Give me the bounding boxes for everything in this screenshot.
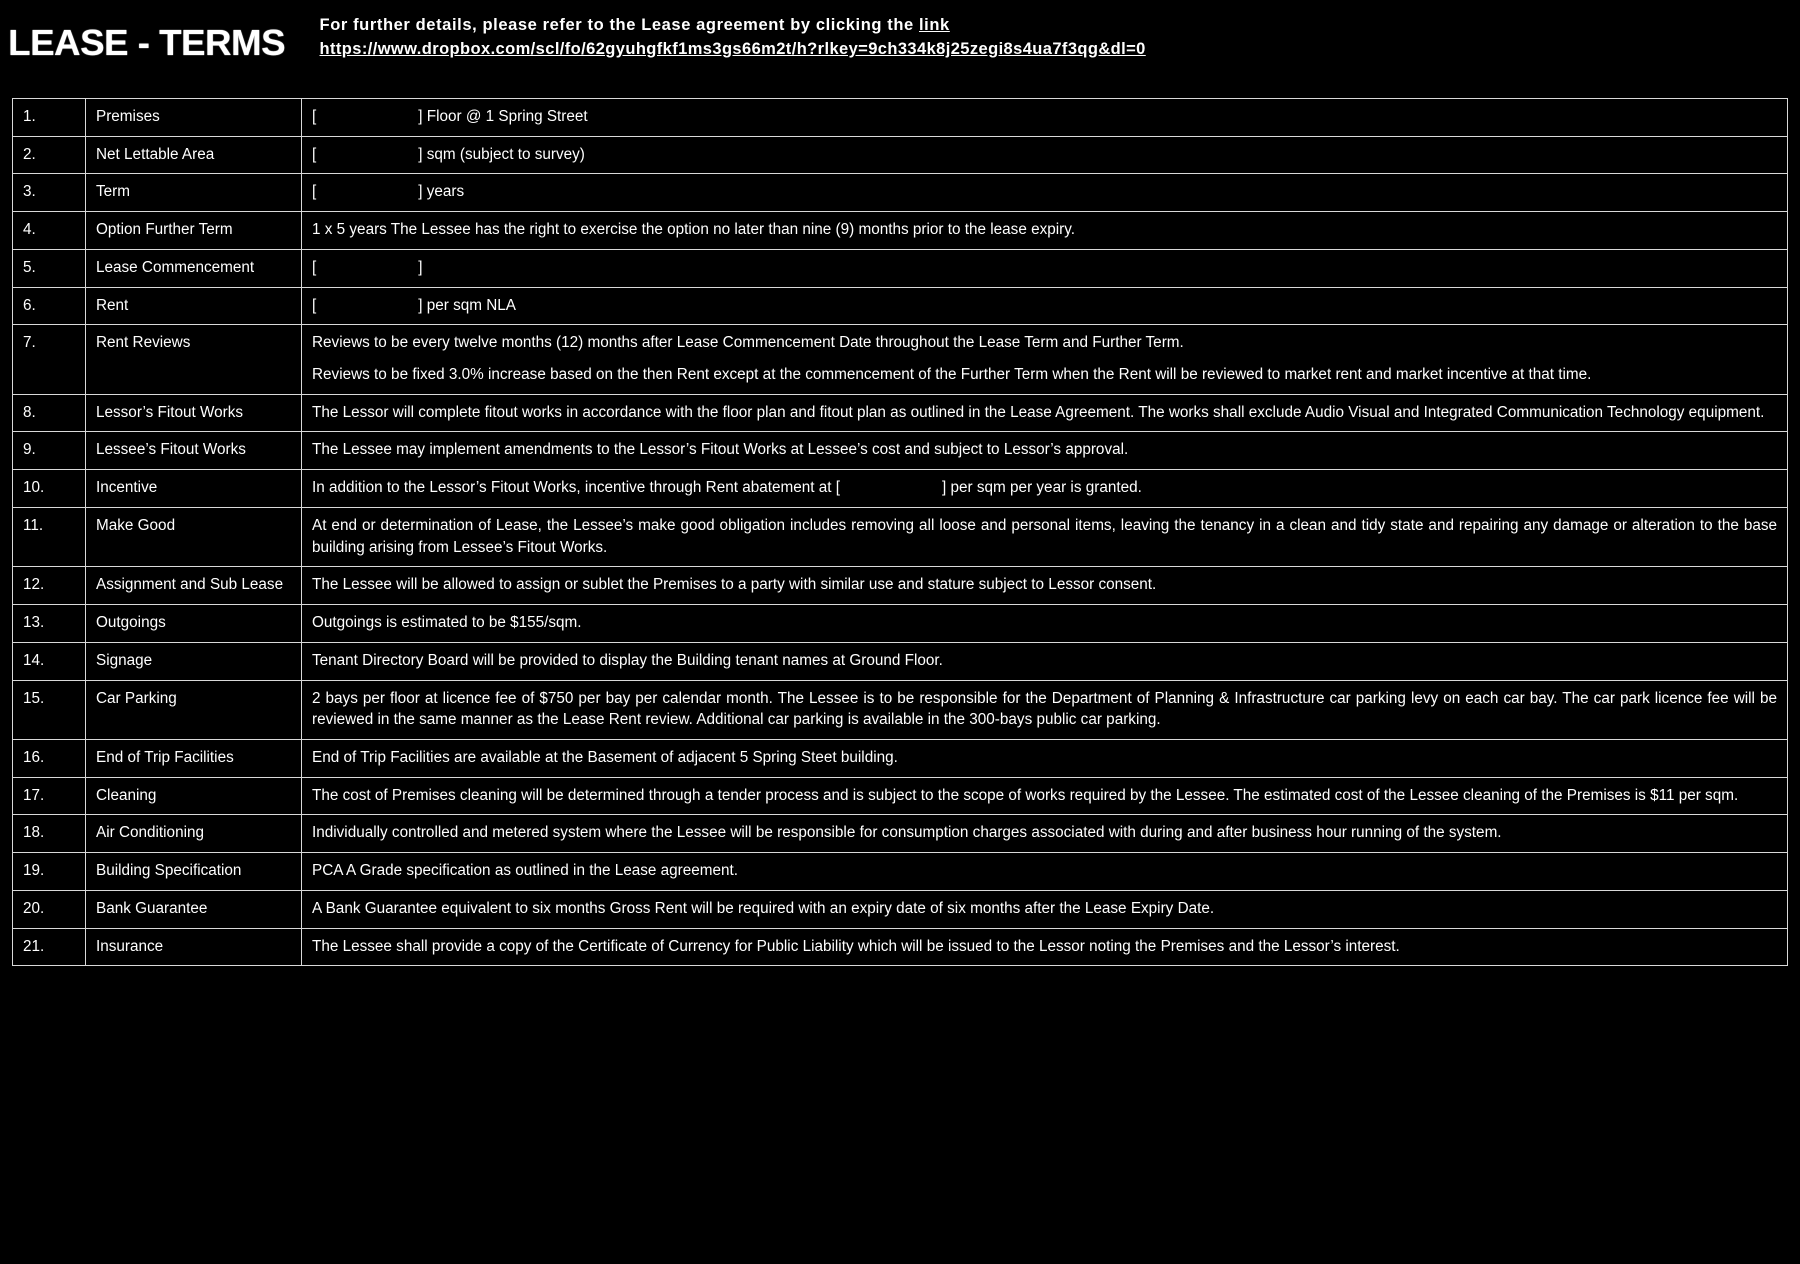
row-value bbox=[302, 777, 1788, 815]
row-value-prefix: In addition to the Lessor’s Fitout Works, incentive through Rent abatement at [ bbox=[312, 479, 841, 497]
row-value-paragraph: A Bank Guarantee equivalent to six months Gross Rent will be required with an expiry date of six months after the Lease Expiry Date. bbox=[312, 899, 1215, 917]
row-label: Car Parking bbox=[86, 680, 302, 739]
table-row bbox=[13, 928, 1788, 966]
row-label: Option Further Term bbox=[86, 212, 302, 250]
row-value bbox=[302, 815, 1788, 853]
row-value-paragraph: PCA A Grade specification as outlined in the Lease agreement. bbox=[312, 862, 739, 880]
row-label: Lessee’s Fitout Works bbox=[86, 432, 302, 470]
row-number: 14. bbox=[13, 642, 86, 680]
row-label: Signage bbox=[86, 642, 302, 680]
row-value bbox=[302, 325, 1788, 394]
row-number: 10. bbox=[13, 470, 86, 508]
row-label: Bank Guarantee bbox=[86, 890, 302, 928]
row-value bbox=[302, 680, 1788, 739]
table-row bbox=[13, 642, 1788, 680]
row-label: Cleaning bbox=[86, 777, 302, 815]
row-value-paragraph: Outgoings is estimated to be $155/sqm. bbox=[312, 614, 582, 632]
row-value-prefix: [ bbox=[312, 183, 317, 201]
row-value bbox=[302, 99, 1788, 137]
row-label: Term bbox=[86, 174, 302, 212]
row-number: 17. bbox=[13, 777, 86, 815]
table-row bbox=[13, 394, 1788, 432]
row-value bbox=[302, 507, 1788, 566]
row-number: 21. bbox=[13, 928, 86, 966]
table-row bbox=[13, 890, 1788, 928]
row-label: Incentive bbox=[86, 470, 302, 508]
row-value-paragraph: The Lessor will complete fitout works in accordance with the floor plan and fitout plan as outlined in the Lease Agreement. The works shall exclude Audio Visual and Integrated Communication Technology equipment. bbox=[312, 403, 1765, 421]
table-row bbox=[13, 212, 1788, 250]
row-value-suffix: ] years bbox=[418, 183, 465, 201]
row-number: 2. bbox=[13, 136, 86, 174]
table-row bbox=[13, 739, 1788, 777]
row-number: 1. bbox=[13, 99, 86, 137]
row-value bbox=[302, 249, 1788, 287]
row-value bbox=[302, 853, 1788, 891]
table-row bbox=[13, 567, 1788, 605]
row-label: Insurance bbox=[86, 928, 302, 966]
row-number: 4. bbox=[13, 212, 86, 250]
table-row bbox=[13, 249, 1788, 287]
row-label: Air Conditioning bbox=[86, 815, 302, 853]
header-note-text: For further details, please refer to the Lease agreement by clicking the bbox=[319, 16, 919, 34]
row-number: 19. bbox=[13, 853, 86, 891]
row-value-prefix: [ bbox=[312, 296, 317, 314]
table-row bbox=[13, 853, 1788, 891]
table-row bbox=[13, 99, 1788, 137]
table-row bbox=[13, 777, 1788, 815]
row-label: Lessor’s Fitout Works bbox=[86, 394, 302, 432]
row-value-paragraph: The Lessee shall provide a copy of the Certificate of Currency for Public Liability which will be issued to the Lessor noting the Premises and the Lessor’s interest. bbox=[312, 937, 1400, 955]
lease-terms-table-wrapper bbox=[12, 98, 1788, 966]
table-row bbox=[13, 470, 1788, 508]
row-value bbox=[302, 174, 1788, 212]
table-row bbox=[13, 680, 1788, 739]
row-number: 6. bbox=[13, 287, 86, 325]
row-value-suffix: ] per sqm per year is granted. bbox=[942, 479, 1142, 497]
row-value bbox=[302, 739, 1788, 777]
row-label: Make Good bbox=[86, 507, 302, 566]
row-value-paragraph: The Lessee may implement amendments to the Lessor’s Fitout Works at Lessee’s cost and subject to Lessor’s approval. bbox=[312, 441, 1129, 459]
page-title: LEASE - TERMS bbox=[8, 22, 286, 63]
row-label: Rent bbox=[86, 287, 302, 325]
row-number: 16. bbox=[13, 739, 86, 777]
row-value bbox=[302, 605, 1788, 643]
row-value-suffix: ] sqm (subject to survey) bbox=[418, 145, 585, 163]
row-value-paragraph: 2 bays per floor at licence fee of $750 per bay per calendar month. The Lessee is to be responsible for the Department of Planning & Infrastructure car parking levy on each car bay. The car park licence fee will be reviewed in the same manner as the Lease Rent review. Additional car parking is available in the 300-bays public car parking. bbox=[312, 689, 1777, 729]
table-row bbox=[13, 815, 1788, 853]
row-value-paragraph: The Lessee will be allowed to assign or sublet the Premises to a party with similar use and stature subject to Lessor consent. bbox=[312, 576, 1157, 594]
row-number: 20. bbox=[13, 890, 86, 928]
row-label: Outgoings bbox=[86, 605, 302, 643]
row-value bbox=[302, 567, 1788, 605]
row-value bbox=[302, 470, 1788, 508]
row-label: Rent Reviews bbox=[86, 325, 302, 394]
dropbox-url-link[interactable]: https://www.dropbox.com/scl/fo/62gyuhgfkf1ms3gs66m2t/h?rlkey=9ch334k8j25zegi8s4ua7f3qg&dl=0 bbox=[319, 39, 1146, 58]
row-label: Assignment and Sub Lease bbox=[86, 567, 302, 605]
table-row bbox=[13, 174, 1788, 212]
row-number: 8. bbox=[13, 394, 86, 432]
row-value bbox=[302, 928, 1788, 966]
row-value-paragraph: End of Trip Facilities are available at the Basement of adjacent 5 Spring Steet building. bbox=[312, 748, 898, 766]
row-value-paragraph: Tenant Directory Board will be provided to display the Building tenant names at Ground Floor. bbox=[312, 651, 943, 669]
page-header bbox=[0, 0, 1800, 88]
row-value bbox=[302, 642, 1788, 680]
row-value bbox=[302, 287, 1788, 325]
row-value-suffix: ] per sqm NLA bbox=[418, 296, 517, 314]
row-number: 15. bbox=[13, 680, 86, 739]
row-number: 18. bbox=[13, 815, 86, 853]
row-number: 9. bbox=[13, 432, 86, 470]
row-value-paragraph: The cost of Premises cleaning will be determined through a tender process and is subject to the scope of works required by the Lessee. The estimated cost of the Lessee cleaning of the Premises is $11 per sqm. bbox=[312, 786, 1739, 804]
row-value-prefix: [ bbox=[312, 258, 317, 276]
table-row bbox=[13, 605, 1788, 643]
row-label: Lease Commencement bbox=[86, 249, 302, 287]
table-row bbox=[13, 432, 1788, 470]
row-number: 12. bbox=[13, 567, 86, 605]
table-row bbox=[13, 136, 1788, 174]
row-number: 11. bbox=[13, 507, 86, 566]
row-value-paragraph: Reviews to be every twelve months (12) months after Lease Commencement Date throughout the Lease Term and Further Term. bbox=[312, 334, 1184, 352]
table-row bbox=[13, 507, 1788, 566]
row-value-prefix: [ bbox=[312, 108, 317, 125]
header-note bbox=[280, 8, 1146, 62]
row-label: Building Specification bbox=[86, 853, 302, 891]
lease-agreement-link[interactable]: link bbox=[919, 16, 950, 34]
row-number: 3. bbox=[13, 174, 86, 212]
row-value-prefix: [ bbox=[312, 145, 317, 163]
row-value-suffix: ] bbox=[418, 258, 423, 276]
row-value-paragraph: 1 x 5 years The Lessee has the right to exercise the option no later than nine (9) months prior to the lease expiry. bbox=[312, 221, 1076, 239]
row-number: 5. bbox=[13, 249, 86, 287]
row-value bbox=[302, 394, 1788, 432]
row-label: Net Lettable Area bbox=[86, 136, 302, 174]
lease-terms-table bbox=[12, 98, 1788, 966]
row-value bbox=[302, 136, 1788, 174]
table-row bbox=[13, 287, 1788, 325]
row-value bbox=[302, 432, 1788, 470]
row-label: Premises bbox=[86, 99, 302, 137]
row-value bbox=[302, 212, 1788, 250]
row-number: 7. bbox=[13, 325, 86, 394]
row-value-paragraph: At end or determination of Lease, the Lessee’s make good obligation includes removing all loose and personal items, leaving the tenancy in a clean and tidy state and repairing any damage or alteration to the base building arising from Lessee’s Fitout Works. bbox=[312, 516, 1777, 556]
row-value-paragraph: Individually controlled and metered system where the Lessee will be responsible for consumption charges associated with during and after business hour running of the system. bbox=[312, 824, 1502, 842]
row-value-suffix: ] Floor @ 1 Spring Street bbox=[418, 108, 588, 125]
row-label: End of Trip Facilities bbox=[86, 739, 302, 777]
row-value bbox=[302, 890, 1788, 928]
table-row bbox=[13, 325, 1788, 394]
row-number: 13. bbox=[13, 605, 86, 643]
row-value-paragraph-2: Reviews to be fixed 3.0% increase based on the then Rent except at the commencement of the Further Term when the Rent will be reviewed to market rent and market incentive at that time. bbox=[312, 366, 1592, 384]
